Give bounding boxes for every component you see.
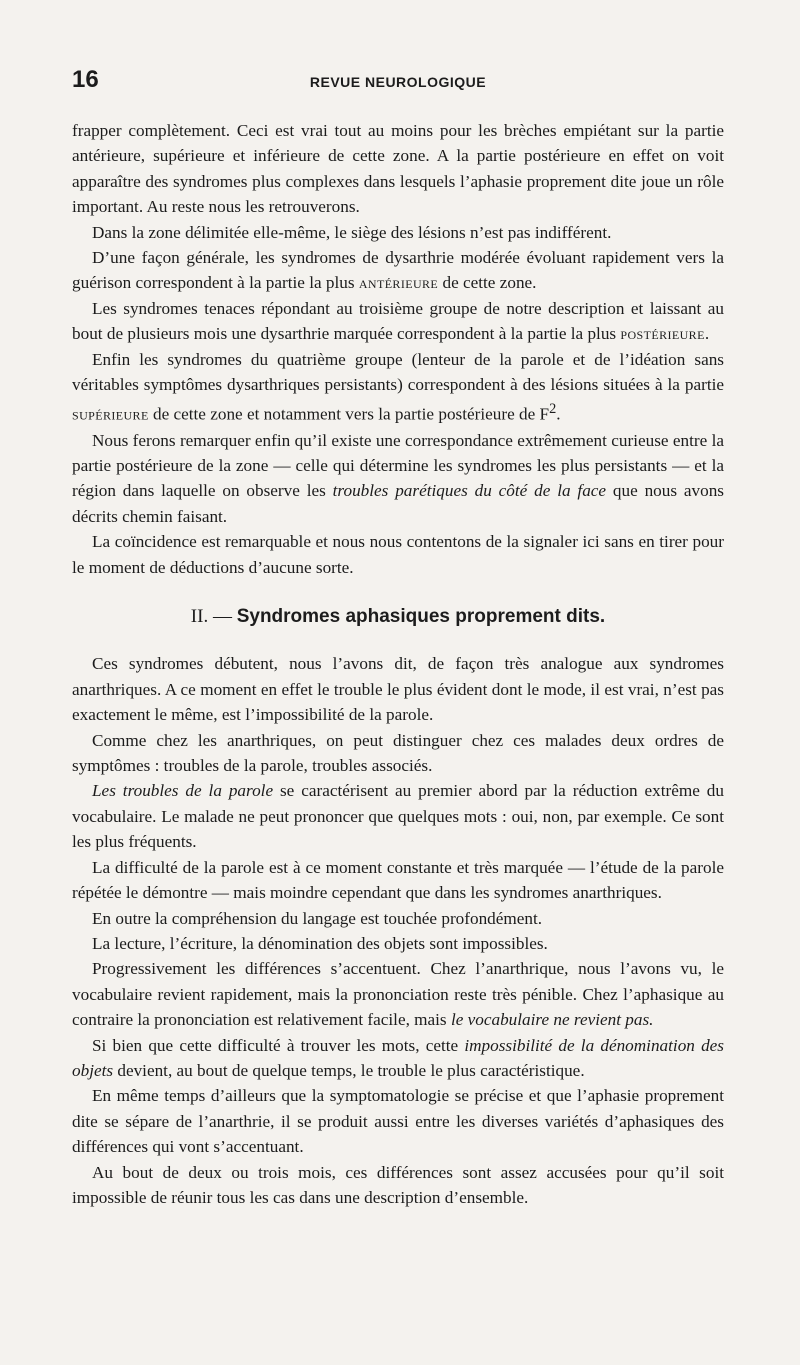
- text-run: Progressivement les différences s’accentuent. Chez l’anarthrique, nous l’avons vu, le vocabulaire revient rapidement, mais la prononciation reste très pénible. Chez l’aphasique au contraire la prononciation est relativement facile, mais: [72, 959, 724, 1030]
- page-header: [72, 66, 724, 96]
- paragraph: En outre la compréhension du langage est touchée profondément.: [92, 908, 543, 928]
- text-run: Si bien que cette difficulté à trouver les mots, cette: [92, 1035, 465, 1055]
- superscript: 2: [549, 401, 557, 418]
- paragraph: Dans la zone délimitée elle-même, le siège des lésions n’est pas indifférent.: [92, 222, 612, 242]
- text-run: que nous avons décrits chemin faisant.: [72, 481, 725, 526]
- small-caps-term: postérieure: [620, 324, 705, 344]
- text-run: .: [704, 324, 710, 344]
- text-run: D’une façon générale, les syndromes de dysarthrie modérée évoluant rapidement vers la guérison correspondent à la partie la plus: [72, 248, 724, 293]
- text-run: de cette zone et notamment vers la partie postérieure de F: [148, 405, 550, 425]
- paragraph: [72, 245, 724, 296]
- paragraph: [72, 1033, 724, 1084]
- text-run: se caractérisent au premier abord par la réduction extrême du vocabulaire. Le malade ne peut prononcer que quelques mots : oui, non, par exemple. Ce sont les plus fréquents.: [72, 781, 724, 852]
- italic-term: troubles parétiques du côté de la face: [332, 481, 607, 501]
- page-body: [72, 118, 724, 1210]
- text-run: .: [556, 405, 561, 425]
- text-run: Nous ferons remarquer enfin qu’il existe une correspondance extrêmement curieuse entre la partie postérieure de la zone — celle qui détermine les syndromes les plus persistants — et la région dans laquelle on observe les: [72, 430, 724, 501]
- section-number: II. —: [190, 606, 237, 628]
- section-title: Syndromes aphasiques proprement dits.: [236, 606, 606, 628]
- text-run: Les syndromes tenaces répondant au troisième groupe de notre description et laissant au bout de plusieurs mois une dysarthrie marquée correspondent à la partie la plus: [72, 298, 724, 344]
- paragraph: [72, 778, 724, 854]
- page-number: 16: [72, 66, 99, 93]
- italic-term: impossibilité de la dénomination des objets: [72, 1035, 724, 1080]
- paragraph: Ces syndromes débutent, nous l’avons dit, de façon très analogue aux syndromes anarthriques. A ce moment en effet le trouble le plus évident dont le mode, il est vrai, n’est pas exactement le même, est l’impossibilité de la parole.: [72, 654, 724, 725]
- paragraph: La difficulté de la parole est à ce moment constante et très marquée — l’étude de la parole répétée le démontre — mais moindre cependant que dans les syndromes anarthriques.: [72, 857, 724, 903]
- running-head: REVUE NEUROLOGIQUE: [309, 74, 487, 90]
- paragraph: La lecture, l’écriture, la dénomination des objets sont impossibles.: [92, 933, 548, 953]
- italic-term: Les troubles de la parole: [92, 781, 274, 801]
- text-run: de cette zone.: [438, 273, 537, 293]
- italic-term: le vocabulaire ne revient pas.: [450, 1010, 654, 1030]
- text-run: Enfin les syndromes du quatrième groupe (lenteur de la parole et de l’idéation sans véritables symptômes dysarthriques persistants) correspondent à des lésions situées à la partie: [72, 349, 724, 395]
- paragraph: Comme chez les anarthriques, on peut distinguer chez ces malades deux ordres de symptômes : troubles de la parole, troubles associés.: [72, 730, 724, 776]
- paragraph: [72, 956, 724, 1032]
- small-caps-term: supérieure: [72, 405, 149, 425]
- paragraph: [72, 347, 724, 428]
- paragraph: Au bout de deux ou trois mois, ces différences sont assez accusées pour qu’il soit impossible de réunir tous les cas dans une description d’ensemble.: [72, 1162, 724, 1207]
- paragraph: En même temps d’ailleurs que la symptomatologie se précise et que l’aphasie proprement dite se sépare de l’anarthrie, il se produit aussi entre les diverses variétés d’aphasiques des différences qui vont s’accentuant.: [72, 1086, 724, 1157]
- small-caps-term: antérieure: [358, 273, 439, 293]
- paragraph: frapper complètement. Ceci est vrai tout au moins pour les brèches empiétant sur la partie antérieure, supérieure et inférieure de cette zone. A la partie postérieure en effet on voit apparaître des syndromes plus complexes dans lesquels l’aphasie proprement dite joue un rôle important. Au reste nous les retrouverons.: [72, 121, 724, 217]
- text-run: devient, au bout de quelque temps, le trouble le plus caractéristique.: [113, 1060, 585, 1080]
- paragraph: La coïncidence est remarquable et nous nous contentons de la signaler ici sans en tirer pour le moment de déductions d’aucune sorte.: [72, 532, 724, 577]
- section-heading: [72, 604, 724, 629]
- paragraph: [72, 428, 724, 530]
- paragraph: [72, 296, 724, 347]
